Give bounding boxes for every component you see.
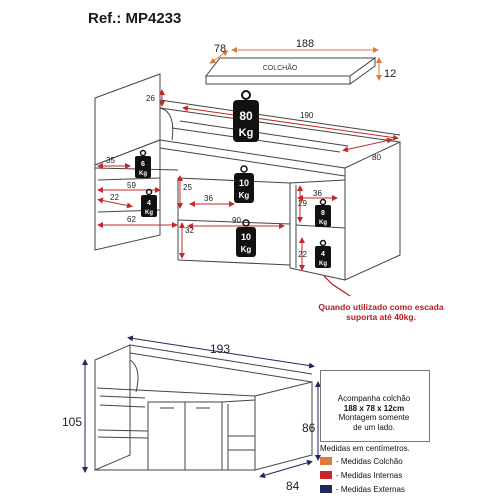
weight-icon-10kg-top [234,166,254,203]
dim-25: 25 [183,183,192,192]
legend-title: Medidas em centímetros. [320,444,410,453]
info-line-4: de um lado. [353,422,395,432]
svg-text:Kg: Kg [145,210,153,216]
weight-icon-4kg-right [315,241,331,269]
svg-text:Kg: Kg [319,220,327,226]
dim-35: 35 [106,156,115,165]
dim-32: 32 [185,226,194,235]
svg-text:Kg: Kg [139,171,147,177]
legend-mattress [320,456,403,466]
dim-29: 29 [298,199,307,208]
info-line-3: Montagem somente [338,413,410,422]
svg-text:10: 10 [240,232,252,242]
bed-external-view [95,345,312,470]
legend-label-internal: - Medidas Internas [336,470,403,480]
mattress-height-dim: 12 [384,68,397,80]
svg-text:80: 80 [239,109,253,123]
ext-height-86: 86 [302,421,316,435]
mattress-width-dim: 78 [213,43,227,55]
svg-text:4: 4 [147,200,151,207]
info-box-text [323,394,425,432]
mattress-label: COLCHÃO [262,65,298,72]
legend-swatch-internal [320,471,332,479]
svg-text:Kg: Kg [240,245,252,254]
weight-icon-8kg [315,200,331,228]
weight-icon-80kg [233,91,259,142]
svg-text:4: 4 [321,251,325,258]
svg-text:10: 10 [238,178,250,188]
mattress-length-dim: 188 [295,38,315,50]
dim-36-center: 36 [204,194,213,203]
legend-swatch-external [320,485,332,493]
legend-label-mattress: - Medidas Colchão [336,456,403,466]
dim-90: 90 [232,216,241,225]
dim-62: 62 [127,215,136,224]
info-line-2: 188 x 78 x 12cm [343,403,405,413]
dim-59: 59 [127,181,136,190]
dim-22-right: 22 [298,250,307,259]
svg-text:Kg: Kg [238,127,254,139]
legend-swatch-mattress [320,457,332,465]
dim-26: 26 [146,94,155,103]
svg-text:8: 8 [321,210,325,217]
stair-note: Quando utilizado como escada suporta até 40kg. [318,302,444,322]
info-line-1: Acompanha colchão [337,394,411,403]
svg-text:Kg: Kg [238,191,250,200]
dim-190: 190 [300,111,314,120]
reference-code: Ref.: MP4233 [88,10,182,27]
dim-22-left: 22 [110,193,119,202]
legend-internal [320,470,402,480]
dim-36-right: 36 [313,189,322,198]
dim-80: 80 [372,153,381,162]
ext-height-105: 105 [62,415,83,429]
ext-width-193: 193 [210,342,231,356]
legend-label-external: - Medidas Externas [336,484,405,494]
mattress-drawing [206,58,375,84]
svg-text:6: 6 [141,161,145,168]
legend-external [320,484,405,494]
svg-text:Kg: Kg [319,261,327,267]
ext-depth-84: 84 [286,479,300,493]
